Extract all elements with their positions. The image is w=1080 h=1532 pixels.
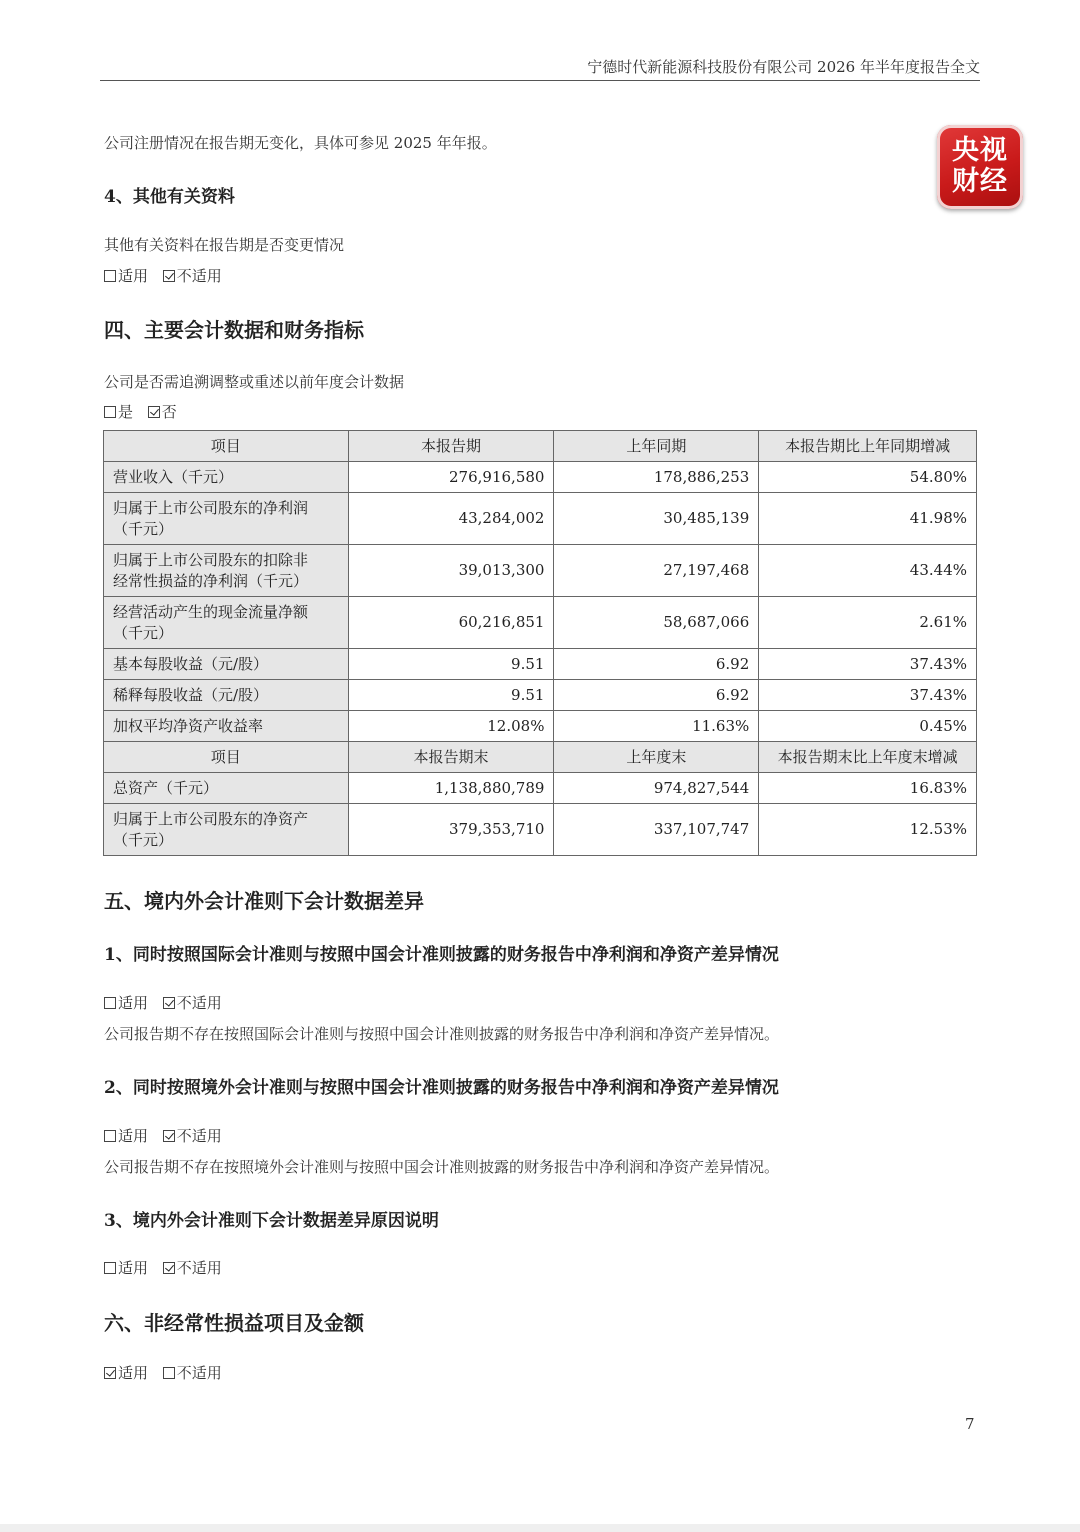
table-subheader-row — [104, 742, 977, 773]
header-cell: 上年度末 — [554, 742, 759, 773]
table-row — [104, 597, 977, 649]
header-cell: 上年同期 — [554, 431, 759, 462]
header-cell: 本报告期末比上年度末增减 — [759, 742, 977, 773]
value-prior: 27,197,468 — [554, 545, 759, 597]
table-row — [104, 462, 977, 493]
page-number: 7 — [965, 1415, 975, 1433]
option-not-applicable: 不适用 — [163, 1259, 222, 1277]
table-row — [104, 711, 977, 742]
option-not-applicable: 不适用 — [163, 267, 222, 285]
value-current: 43,284,002 — [348, 493, 554, 545]
value-current: 379,353,710 — [348, 804, 554, 856]
section-six-heading: 六、非经常性损益项目及金额 — [104, 1311, 364, 1335]
row-label: 经营活动产生的现金流量净额 （千元） — [104, 597, 349, 649]
value-change: 0.45% — [759, 711, 977, 742]
section-four-heading: 四、主要会计数据和财务指标 — [104, 318, 364, 342]
section-5-1-options — [104, 992, 232, 1013]
table-row — [104, 649, 977, 680]
checkbox-checked-icon — [148, 406, 160, 418]
value-current: 276,916,580 — [348, 462, 554, 493]
checkbox-checked-icon — [104, 1367, 116, 1379]
value-current: 9.51 — [348, 649, 554, 680]
section-5-2-text: 公司报告期不存在按照境外会计准则与按照中国会计准则披露的财务报告中净利润和净资产差异情况。 — [104, 1158, 780, 1176]
header-cell: 本报告期比上年同期增减 — [759, 431, 977, 462]
section-5-3-options — [104, 1257, 232, 1278]
value-change: 2.61% — [759, 597, 977, 649]
value-change: 43.44% — [759, 545, 977, 597]
option-applicable: 适用 — [104, 1364, 148, 1382]
table-row — [104, 773, 977, 804]
logo-line-2: 财经 — [952, 166, 1008, 197]
option-applicable: 适用 — [104, 994, 148, 1012]
value-change: 16.83% — [759, 773, 977, 804]
option-not-applicable: 不适用 — [163, 994, 222, 1012]
section-4-heading: 4、其他有关资料 — [104, 187, 235, 207]
checkbox-checked-icon — [163, 997, 175, 1009]
option-yes: 是 — [104, 403, 133, 421]
section-five-heading: 五、境内外会计准则下会计数据差异 — [104, 889, 424, 913]
value-prior: 337,107,747 — [554, 804, 759, 856]
row-label: 归属于上市公司股东的净利润 （千元） — [104, 493, 349, 545]
value-change: 54.80% — [759, 462, 977, 493]
section-5-1-heading: 1、同时按照国际会计准则与按照中国会计准则披露的财务报告中净利润和净资产差异情况 — [104, 945, 779, 965]
value-current: 9.51 — [348, 680, 554, 711]
option-applicable: 适用 — [104, 267, 148, 285]
option-applicable: 适用 — [104, 1127, 148, 1145]
value-prior: 6.92 — [554, 680, 759, 711]
checkbox-unchecked-icon — [104, 270, 116, 282]
row-label: 归属于上市公司股东的净资产 （千元） — [104, 804, 349, 856]
row-label: 归属于上市公司股东的扣除非 经常性损益的净利润（千元） — [104, 545, 349, 597]
logo-line-1: 央视 — [952, 135, 1008, 166]
row-label: 基本每股收益（元/股） — [104, 649, 349, 680]
section-four-options — [104, 401, 187, 422]
checkbox-unchecked-icon — [104, 1262, 116, 1274]
header-cell: 项目 — [104, 431, 349, 462]
section-4-options — [104, 265, 232, 286]
checkbox-checked-icon — [163, 1262, 175, 1274]
value-current: 12.08% — [348, 711, 554, 742]
intro-text: 公司注册情况在报告期无变化，具体可参见 2025 年年报。 — [104, 134, 497, 152]
option-not-applicable: 不适用 — [163, 1364, 222, 1382]
header-cell: 项目 — [104, 742, 349, 773]
table-header-row — [104, 431, 977, 462]
row-label: 稀释每股收益（元/股） — [104, 680, 349, 711]
header-cell: 本报告期末 — [348, 742, 554, 773]
value-prior: 178,886,253 — [554, 462, 759, 493]
row-label: 加权平均净资产收益率 — [104, 711, 349, 742]
checkbox-unchecked-icon — [104, 1130, 116, 1142]
header-cell: 本报告期 — [348, 431, 554, 462]
value-prior: 6.92 — [554, 649, 759, 680]
section-5-3-heading: 3、境内外会计准则下会计数据差异原因说明 — [104, 1211, 439, 1231]
table-row — [104, 680, 977, 711]
table-row — [104, 493, 977, 545]
table-row — [104, 804, 977, 856]
checkbox-checked-icon — [163, 1130, 175, 1142]
bottom-bar — [0, 1524, 1080, 1532]
value-change: 41.98% — [759, 493, 977, 545]
value-current: 1,138,880,789 — [348, 773, 554, 804]
section-4-question: 其他有关资料在报告期是否变更情况 — [104, 236, 345, 254]
checkbox-checked-icon — [163, 270, 175, 282]
value-prior: 58,687,066 — [554, 597, 759, 649]
checkbox-unchecked-icon — [163, 1367, 175, 1379]
header-rule — [100, 80, 980, 81]
cctv-finance-logo — [937, 125, 1023, 209]
row-label: 营业收入（千元） — [104, 462, 349, 493]
section-5-1-text: 公司报告期不存在按照国际会计准则与按照中国会计准则披露的财务报告中净利润和净资产差异情况。 — [104, 1025, 780, 1043]
value-change: 12.53% — [759, 804, 977, 856]
table-row — [104, 545, 977, 597]
value-prior: 30,485,139 — [554, 493, 759, 545]
option-applicable: 适用 — [104, 1259, 148, 1277]
section-four-question: 公司是否需追溯调整或重述以前年度会计数据 — [104, 373, 405, 391]
section-six-options — [104, 1362, 232, 1383]
row-label: 总资产（千元） — [104, 773, 349, 804]
running-header: 宁德时代新能源科技股份有限公司 2026 年半年度报告全文 — [587, 58, 980, 76]
value-current: 60,216,851 — [348, 597, 554, 649]
value-current: 39,013,300 — [348, 545, 554, 597]
value-prior: 974,827,544 — [554, 773, 759, 804]
value-change: 37.43% — [759, 649, 977, 680]
financial-indicators-table — [103, 430, 977, 856]
section-5-2-heading: 2、同时按照境外会计准则与按照中国会计准则披露的财务报告中净利润和净资产差异情况 — [104, 1078, 779, 1098]
value-prior: 11.63% — [554, 711, 759, 742]
section-5-2-options — [104, 1125, 232, 1146]
option-no: 否 — [148, 403, 177, 421]
value-change: 37.43% — [759, 680, 977, 711]
checkbox-unchecked-icon — [104, 997, 116, 1009]
option-not-applicable: 不适用 — [163, 1127, 222, 1145]
checkbox-unchecked-icon — [104, 406, 116, 418]
